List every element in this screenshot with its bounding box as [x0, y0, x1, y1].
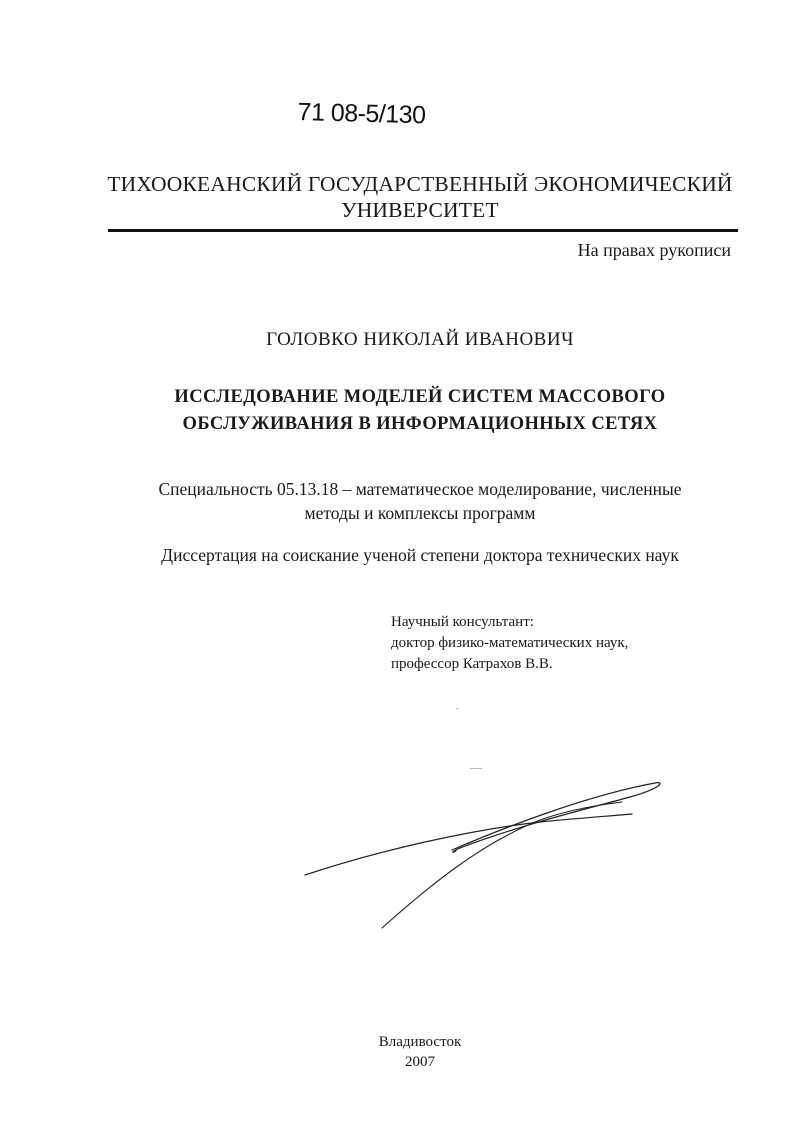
publication-year: 2007 — [405, 1054, 435, 1070]
dissertation-title — [90, 384, 750, 438]
dissertation-title-line-2: ОБСЛУЖИВАНИЯ В ИНФОРМАЦИОННЫХ СЕТЯХ — [182, 414, 658, 434]
university-name — [100, 171, 740, 223]
university-name-line-2: УНИВЕРСИТЕТ — [341, 198, 499, 222]
dissertation-title-line-1: ИССЛЕДОВАНИЕ МОДЕЛЕЙ СИСТЕМ МАССОВОГО — [174, 387, 666, 407]
consultant-name: профессор Катрахов В.В. — [391, 656, 553, 672]
signature-stroke-loop — [452, 783, 660, 853]
university-name-line-1: ТИХООКЕАНСКИЙ ГОСУДАРСТВЕННЫЙ ЭКОНОМИЧЕСКИЙ — [107, 172, 733, 196]
specialty — [100, 477, 740, 525]
scan-speck — [456, 708, 458, 709]
publication-city: Владивосток — [378, 1034, 462, 1050]
consultant-degree: доктор физико-математических наук, — [391, 635, 629, 651]
specialty-line-2: методы и комплексы программ — [304, 503, 536, 523]
publication-place-year — [300, 1032, 540, 1072]
handwritten-signature — [290, 770, 680, 940]
header-rule — [108, 229, 738, 232]
scientific-consultant — [391, 612, 628, 675]
archive-stamp: 71 08-5/130 — [297, 98, 426, 130]
consultant-label: Научный консультант: — [391, 614, 534, 630]
author-name: ГОЛОВКО НИКОЛАЙ ИВАНОВИЧ — [266, 329, 574, 350]
degree-statement: Диссертация на соискание ученой степени доктора технических наук — [161, 545, 679, 565]
scan-speck — [470, 768, 482, 769]
manuscript-rights-note: На правах рукописи — [577, 240, 731, 260]
signature-stroke-descender — [382, 802, 622, 928]
specialty-line-1: Специальность 05.13.18 – математическое моделирование, численные — [158, 479, 682, 499]
